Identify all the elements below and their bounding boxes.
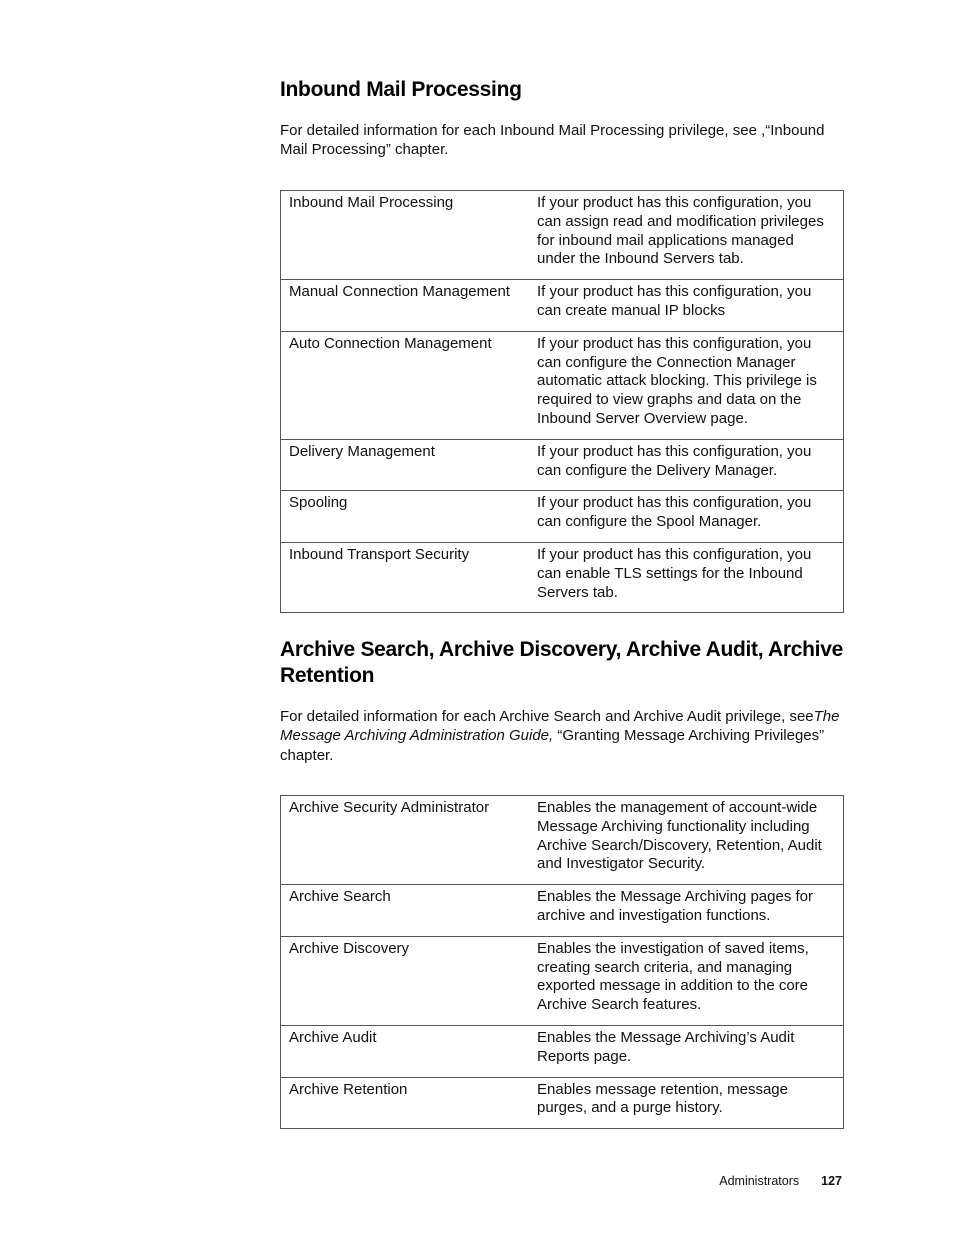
page-footer (719, 1174, 842, 1188)
privilege-name: Inbound Mail Processing (281, 191, 530, 280)
privilege-description: Enables the Message Archiving pages for archive and investigation functions. (529, 885, 844, 937)
inbound-privileges-table (280, 190, 844, 613)
privilege-description: Enables message retention, message purges, and a purge history. (529, 1077, 844, 1129)
table-row (281, 280, 844, 332)
guide-title: The Message Archiving Administration Guide, (280, 708, 840, 745)
intro-text: “Granting Message Archiving Privileges” chapter. (280, 727, 825, 764)
privilege-description: If your product has this configuration, you can enable TLS settings for the Inbound Servers tab. (529, 542, 844, 612)
privilege-name: Archive Search (281, 885, 530, 937)
privilege-name: Archive Security Administrator (281, 796, 530, 885)
privilege-name: Delivery Management (281, 439, 530, 491)
privilege-description: If your product has this configuration, you can configure the Connection Manager automatic attack blocking. This privilege is required to view graphs and data on the Inbound Server Overview page. (529, 331, 844, 439)
privilege-description: Enables the management of account-wide Message Archiving functionality including Archive Search/Discovery, Retention, Audit and Investigator Security. (529, 796, 844, 885)
table-row (281, 936, 844, 1025)
privilege-description: Enables the investigation of saved items, creating search criteria, and managing exported message in addition to the core Archive Search features. (529, 936, 844, 1025)
table-row (281, 1077, 844, 1129)
privilege-name: Auto Connection Management (281, 331, 530, 439)
section-heading-archive: Archive Search, Archive Discovery, Archive Audit, Archive Retention (280, 638, 843, 687)
privilege-description: If your product has this configuration, you can configure the Delivery Manager. (529, 439, 844, 491)
table-row (281, 796, 844, 885)
privilege-name: Inbound Transport Security (281, 542, 530, 612)
intro-text: For detailed information for each Archive Search and Archive Audit privilege, see (280, 708, 814, 725)
table-row (281, 191, 844, 280)
table-row (281, 542, 844, 612)
archive-privileges-table (280, 795, 844, 1129)
privilege-description: If your product has this configuration, you can assign read and modification privileges for inbound mail applications managed under the Inbound Servers tab. (529, 191, 844, 280)
privilege-description: If your product has this configuration, you can create manual IP blocks (529, 280, 844, 332)
footer-section-name: Administrators (719, 1174, 800, 1188)
page-number: 127 (821, 1174, 842, 1188)
privilege-description: Enables the Message Archiving’s Audit Reports page. (529, 1025, 844, 1077)
privilege-name: Manual Connection Management (281, 280, 530, 332)
table-row (281, 439, 844, 491)
privilege-name: Archive Audit (281, 1025, 530, 1077)
privilege-name: Archive Discovery (281, 936, 530, 1025)
privilege-description: If your product has this configuration, you can configure the Spool Manager. (529, 491, 844, 543)
table-row (281, 491, 844, 543)
section-heading-inbound-mail-processing: Inbound Mail Processing (280, 78, 522, 101)
section-intro-archive (280, 707, 840, 765)
table-row (281, 331, 844, 439)
table-row (281, 885, 844, 937)
privilege-name: Spooling (281, 491, 530, 543)
privilege-name: Archive Retention (281, 1077, 530, 1129)
table-row (281, 1025, 844, 1077)
section-intro-inbound-mail-processing: For detailed information for each Inbound Mail Processing privilege, see ,“Inbound Mail Processing” chapter. (280, 122, 825, 159)
